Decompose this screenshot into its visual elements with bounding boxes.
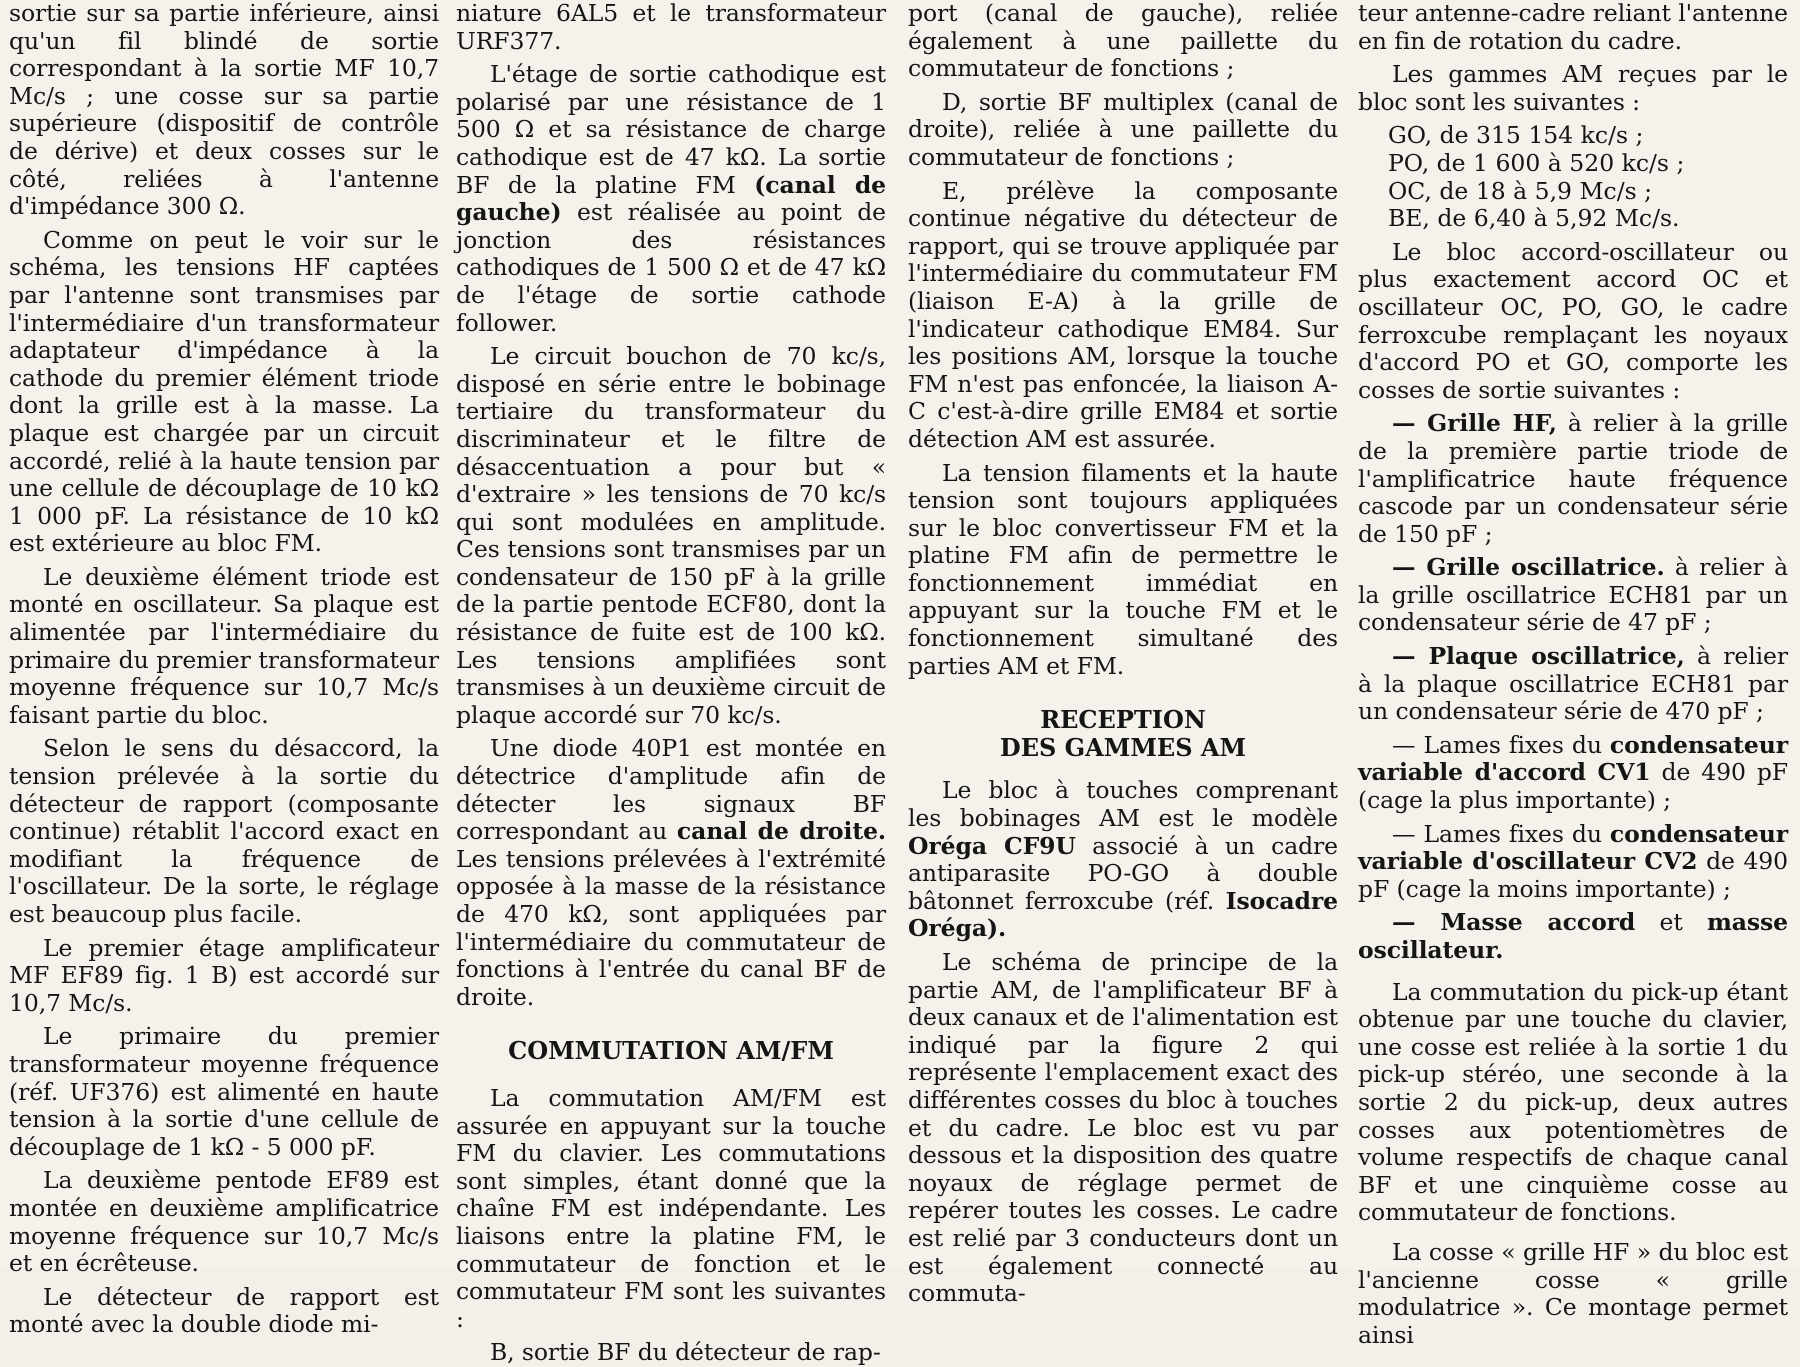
emphasis-text: Isocadre Oréga). [908, 886, 1338, 943]
paragraph-text: Les tensions prélevées à l'extrémité opposée à la masse de la résistance de 470 kΩ, sont appliquées par l'intermédiaire du commutateur de fonctions à l'entrée du canal BF de droite. [456, 844, 886, 1011]
paragraph: La deuxième pentode EF89 est montée en deuxième amplificatrice moyenne fréquence sur 10,7 Mc/s et en écrêteuse. [9, 1166, 439, 1278]
paragraph: La cosse « grille HF » du bloc est l'ancienne cosse « grille modulatrice ». Ce montage permet ainsi [1358, 1237, 1788, 1349]
list-item [1358, 410, 1788, 548]
paragraph: La tension filaments et la haute tension sont toujours appliquées sur le bloc convertisseur FM et la platine FM afin de permettre le fonctionnement immédiat en appuyant sur la touche FM et le fonctionnement simultané des parties AM et FM. [908, 458, 1338, 680]
paragraph: niature 6AL5 et le transformateur URF377. [456, 0, 886, 55]
paragraph [456, 735, 886, 1011]
emphasis-text: — Masse accord [1392, 908, 1636, 937]
list-item [1358, 554, 1788, 637]
paragraph [456, 61, 886, 337]
paragraph: D, sortie BF multiplex (canal de droite), reliée à une paillette du commutateur de fonctions ; [908, 87, 1338, 171]
paragraph: Le deuxième élément triode est monté en oscillateur. Sa plaque est alimentée par l'intermédiaire du primaire du premier transformateur moyenne fréquence sur 10,7 Mc/s faisant partie du bloc. [9, 562, 439, 729]
paragraph: La commutation du pick-up étant obtenue par une touche du clavier, une cosse est reliée à la sortie 1 du pick-up stéréo, une seconde à la sortie 2 du pick-up, deux autres cosses aux potentiomètres de volume respectifs de chaque canal BF et une cinquième cosse au commutateur de fonctions. [1358, 977, 1788, 1227]
paragraph-text: est réalisée au point de jonction des résistances cathodiques de 1 500 Ω et de 47 kΩ de l'étage de sortie cathode follower. [456, 198, 886, 337]
paragraph-text: — Lames fixes du [1392, 819, 1602, 848]
emphasis-text: — Grille HF, [1392, 409, 1557, 438]
emphasis-text: — Grille oscillatrice. [1392, 553, 1665, 582]
paragraph: Les gammes AM reçues par le bloc sont les suivantes : [1358, 60, 1788, 116]
emphasis-text: — Plaque oscillatrice, [1392, 642, 1685, 671]
paragraph-text: à relier à la grille oscillatrice ECH81 par un condensateur série de 47 pF ; [1358, 553, 1788, 637]
paragraph-text: Le bloc à touches comprenant les bobinages AM est le modèle [908, 776, 1338, 833]
paragraph-text: — Lames fixes du [1392, 730, 1602, 759]
section-heading-block [908, 706, 1338, 761]
section-heading-line-2: DES GAMMES AM [999, 732, 1247, 762]
emphasis-text: masse oscillateur. [1358, 908, 1788, 964]
paragraph-text: à relier à la grille de la première partie triode de l'amplificatrice haute fréquence cascode par un condensateur série de 150 pF ; [1358, 409, 1788, 548]
paragraph-text: de 490 pF (cage la plus importante) ; [1358, 758, 1788, 815]
emphasis-text: canal de droite. [676, 817, 887, 846]
band-item: OC, de 18 à 5,9 Mc/s ; [1388, 176, 1653, 205]
band-item: PO, de 1 600 à 520 kc/s ; [1388, 148, 1685, 177]
band-list [1358, 122, 1788, 232]
text-column-3 [908, 0, 1338, 1308]
emphasis-text: condensateur variable d'accord CV1 [1358, 730, 1788, 787]
text-column-1 [9, 0, 439, 1339]
paragraph [908, 777, 1338, 943]
paragraph: Comme on peut le voir sur le schéma, les tensions HF captées par l'antenne sont transmises par l'intermédiaire d'un transformateur adaptateur d'impédance à la cathode du premier élément triode dont la grille est à la masse. La plaque est chargée par un circuit accordé, relié à la haute tension par une cellule de découplage de 10 kΩ 1 000 pF. La résistance de 10 kΩ est extérieure au bloc FM. [9, 225, 439, 558]
paragraph: Selon le sens du désaccord, la tension prélevée à la sortie du détecteur de rapport (composante continue) rétablit l'accord exact en modifiant la fréquence de l'oscillateur. De la sorte, le réglage est beaucoup plus facile. [9, 734, 439, 928]
paragraph: Le schéma de principe de la partie AM, de l'amplificateur BF à deux canaux et de l'alimentation est indiqué par la figure 2 qui représente l'emplacement exact des différentes cosses du bloc à touches et du cadre. Le bloc est vu par dessous et la disposition des quatre noyaux de réglage permet de repérer toutes les cosses. Le cadre est relié par 3 conducteurs dont un est également connecté au commuta- [908, 948, 1338, 1308]
paragraph-text: Une diode 40P1 est montée en détectrice d'amplitude afin de détecter les signaux BF correspondant au [456, 734, 886, 846]
paragraph-text: de 490 pF (cage la moins importante) ; [1358, 847, 1788, 903]
paragraph-text: associé à un cadre antiparasite PO-GO à double bâtonnet ferroxcube (réf. [908, 831, 1338, 915]
text-column-2 [456, 0, 887, 1367]
paragraph: teur antenne-cadre reliant l'antenne en fin de rotation du cadre. [1358, 0, 1788, 55]
emphasis-text: Oréga CF9U [908, 831, 1076, 860]
section-heading-line-1: RECEPTION [1040, 705, 1206, 735]
paragraph: B, sortie BF du détecteur de rap- [490, 1338, 881, 1367]
paragraph: Le détecteur de rapport est monté avec la double diode mi- [9, 1282, 439, 1339]
section-heading: COMMUTATION AM/FM [508, 1036, 834, 1066]
paragraph: sortie sur sa partie inférieure, ainsi qu'un fil blindé de sortie correspondant à la sortie MF 10,7 Mc/s ; une cosse sur sa partie supérieure (dispositif de contrôle de dérive) et deux cosses sur le côté, reliées à l'antenne d'impédance 300 Ω. [9, 0, 439, 221]
emphasis-text: condensateur variable d'oscillateur CV2 [1358, 819, 1788, 876]
text-column-4 [1358, 0, 1788, 1349]
paragraph: port (canal de gauche), reliée également à une paillette du commutateur de fonctions ; [908, 0, 1338, 83]
paragraph: Le premier étage amplificateur MF EF89 fig. 1 B) est accordé sur 10,7 Mc/s. [9, 933, 439, 1017]
paragraph-text: à relier à la plaque oscillatrice ECH81 par un condensateur série de 470 pF ; [1358, 642, 1788, 726]
paragraph-text: L'étage de sortie cathodique est polarisé par une résistance de 1 500 Ω et sa résistance de charge cathodique est de 47 kΩ. La sortie BF de la platine FM [456, 60, 886, 199]
section-heading-block [456, 1037, 886, 1065]
list-item [1358, 732, 1788, 815]
band-item: GO, de 315 154 kc/s ; [1388, 121, 1644, 150]
paragraph: E, prélève la composante continue négative du détecteur de rapport, qui se trouve appliquée par l'intermédiaire du commutateur FM (liaison E-A) à la grille de l'indicateur cathodique EM84. Sur les positions AM, lorsque la touche FM n'est pas enfoncée, la liaison A-C c'est-à-dire grille EM84 et sortie détection AM est assurée. [908, 176, 1338, 453]
paragraph: Le circuit bouchon de 70 kc/s, disposé en série entre le bobinage tertiaire du transformateur du discriminateur et le filtre de désaccentuation a pour but « d'extraire » les tensions de 70 kc/s qui sont modulées en amplitude. Ces tensions sont transmises par un condensateur de 150 pF à la grille de la partie pentode ECF80, dont la résistance de fuite est de 100 kΩ. Les tensions amplifiées sont transmises à un deuxième circuit de plaque accordé sur 70 kc/s. [456, 342, 886, 729]
paragraph: Le primaire du premier transformateur moyenne fréquence (réf. UF376) est alimenté en haute tension à la sortie d'une cellule de découplage de 1 kΩ - 5 000 pF. [9, 1022, 439, 1161]
list-item [1358, 821, 1788, 904]
emphasis-text: (canal de gauche) [456, 170, 887, 227]
paragraph: La commutation AM/FM est assurée en appuyant sur la touche FM du clavier. Les commutations sont simples, étant donné que la chaîne FM est indépendante. Les liaisons entre la platine FM, le commutateur de fonction et le commutateur FM sont les suivantes : [456, 1083, 886, 1333]
paragraph: Le bloc accord-oscillateur ou plus exactement accord OC et oscillateur OC, PO, GO, le cadre ferroxcube remplaçant les noyaux d'accord PO et GO, comporte les cosses de sortie suivantes : [1358, 237, 1788, 404]
band-item: BE, de 6,40 à 5,92 Mc/s. [1388, 204, 1680, 233]
list-item [1358, 909, 1788, 964]
list-item [1358, 643, 1788, 726]
paragraph-text: et [1659, 908, 1683, 937]
